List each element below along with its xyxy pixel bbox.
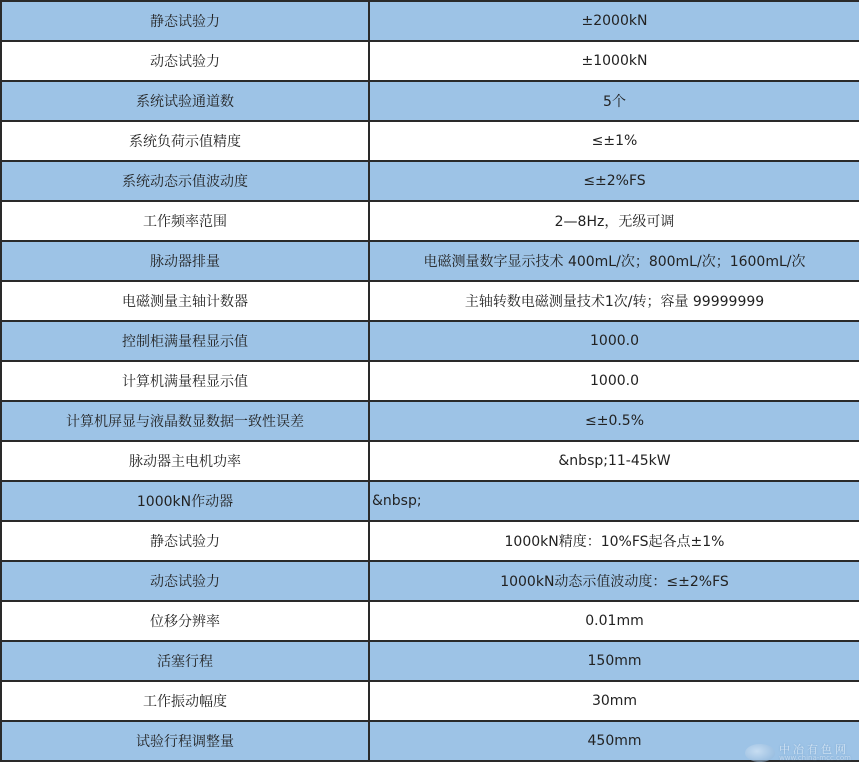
spec-value: &nbsp; <box>369 481 859 521</box>
table-row <box>1 441 859 481</box>
table-row <box>1 721 859 761</box>
spec-label: 脉动器主电机功率 <box>1 441 369 481</box>
spec-value: 1000kN动态示值波动度：≤±2%FS <box>369 561 859 601</box>
table-row <box>1 401 859 441</box>
spec-label: 动态试验力 <box>1 41 369 81</box>
spec-value: 主轴转数电磁测量技术1次/转；容量 99999999 <box>369 281 859 321</box>
table-row <box>1 561 859 601</box>
watermark-text <box>779 744 851 762</box>
spec-value: ≤±2%FS <box>369 161 859 201</box>
table-row <box>1 201 859 241</box>
spec-value: ±1000kN <box>369 41 859 81</box>
spec-value: &nbsp;11-45kW <box>369 441 859 481</box>
spec-label: 脉动器排量 <box>1 241 369 281</box>
table-row <box>1 601 859 641</box>
spec-value: 5个 <box>369 81 859 121</box>
spec-label: 静态试验力 <box>1 1 369 41</box>
table-row <box>1 321 859 361</box>
spec-value: ≤±0.5% <box>369 401 859 441</box>
spec-value: 1000.0 <box>369 361 859 401</box>
table-row <box>1 281 859 321</box>
spec-label: 控制柜满量程显示值 <box>1 321 369 361</box>
spec-value: ±2000kN <box>369 1 859 41</box>
spec-value: 1000kN精度：10%FS起各点±1% <box>369 521 859 561</box>
spec-value: 电磁测量数字显示技术 400mL/次；800mL/次；1600mL/次 <box>369 241 859 281</box>
spec-value: 150mm <box>369 641 859 681</box>
spec-label: 位移分辨率 <box>1 601 369 641</box>
spec-label: 工作振动幅度 <box>1 681 369 721</box>
spec-label: 系统负荷示值精度 <box>1 121 369 161</box>
table-row <box>1 1 859 41</box>
table-row <box>1 121 859 161</box>
spec-label: 工作频率范围 <box>1 201 369 241</box>
spec-label: 系统动态示值波动度 <box>1 161 369 201</box>
spec-value: 0.01mm <box>369 601 859 641</box>
watermark-url: www.china-mcc.com <box>779 754 851 762</box>
site-watermark <box>745 744 851 762</box>
spec-label: 静态试验力 <box>1 521 369 561</box>
spec-table-body <box>1 1 859 761</box>
table-row <box>1 681 859 721</box>
table-row <box>1 481 859 521</box>
table-row <box>1 361 859 401</box>
spec-value: 30mm <box>369 681 859 721</box>
spec-label: 计算机屏显与液晶数显数据一致性误差 <box>1 401 369 441</box>
globe-logo-icon <box>745 744 775 762</box>
spec-label: 1000kN作动器 <box>1 481 369 521</box>
table-row <box>1 521 859 561</box>
spec-value: 1000.0 <box>369 321 859 361</box>
spec-value: ≤±1% <box>369 121 859 161</box>
spec-label: 计算机满量程显示值 <box>1 361 369 401</box>
table-row <box>1 641 859 681</box>
spec-label: 试验行程调整量 <box>1 721 369 761</box>
spec-value: 450mm <box>369 721 859 761</box>
spec-label: 活塞行程 <box>1 641 369 681</box>
spec-label: 动态试验力 <box>1 561 369 601</box>
spec-label: 电磁测量主轴计数器 <box>1 281 369 321</box>
table-row <box>1 41 859 81</box>
watermark-name: 中冶有色网 <box>779 743 850 756</box>
spec-value: 2—8Hz，无级可调 <box>369 201 859 241</box>
table-row <box>1 241 859 281</box>
table-row <box>1 161 859 201</box>
table-row <box>1 81 859 121</box>
spec-label: 系统试验通道数 <box>1 81 369 121</box>
